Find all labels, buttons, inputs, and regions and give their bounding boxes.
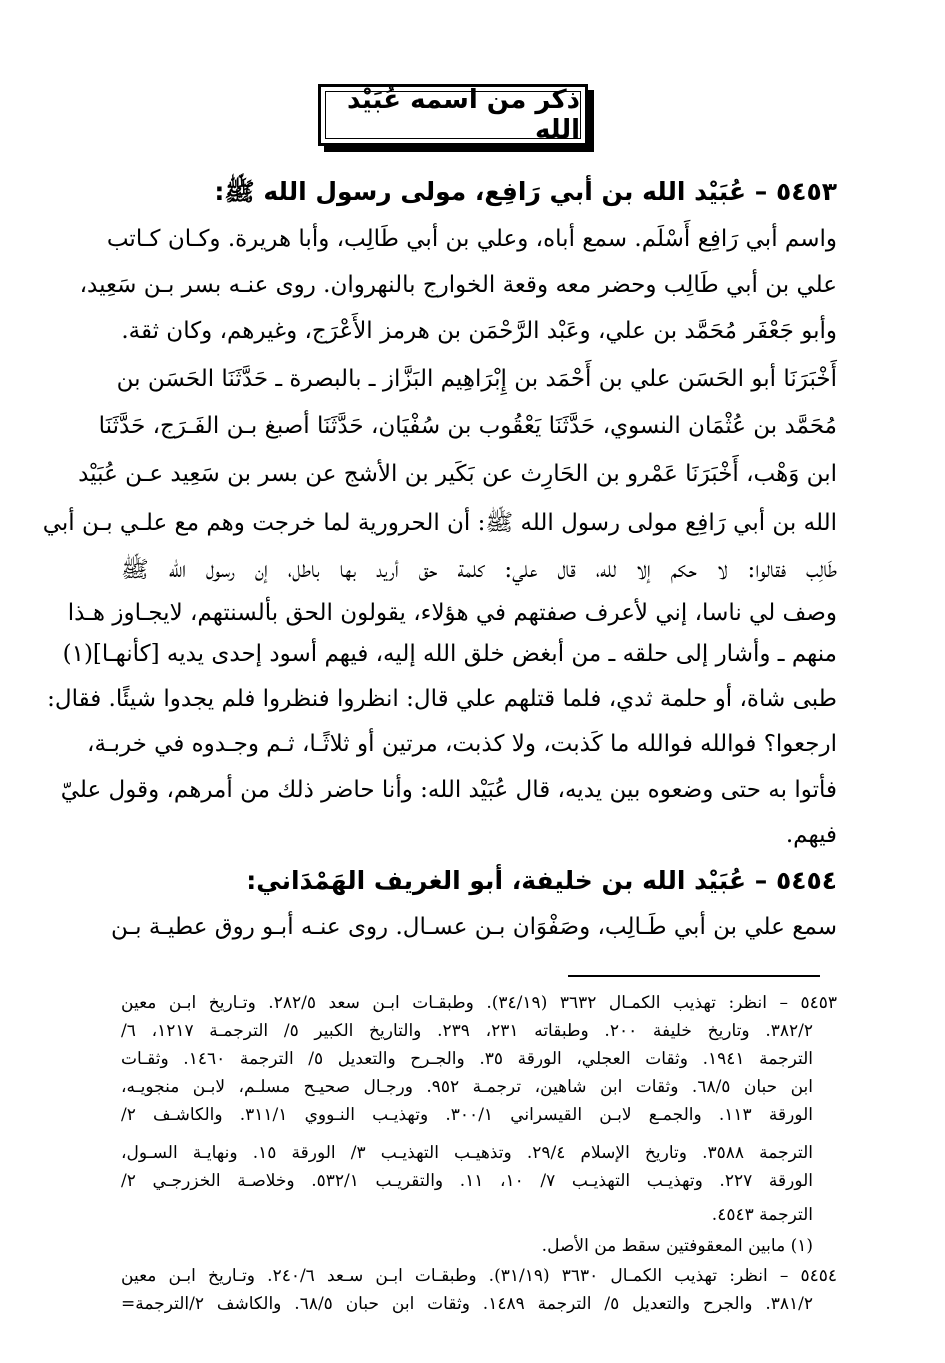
bio-line: سمع علي بن أبي طَـالِب، وصَفْوَان بـن عسـال. روى عنـه أبـو روق عطيـة بـن [110,914,837,940]
footnote-line: ٣٨٢/٢. وتاريخ خليفة ٢٠٠. وطبقاته ٢٣١، ٢٣٩. والتاريخ الكبير ٥/ الترجمـة ١٢١٧، ٦/ [121,1021,814,1041]
footnote-line: الورقة ١١٣. والجمـع لابـن القيسراني ٣٠٠/١. وتهذيـب النـووي ٣١١/١. والكاشـف ٢/ [121,1105,814,1125]
footnote-separator [568,975,820,977]
entry-heading-5453: ٥٤٥٣ – عُبَيْد الله بن أبي رَافِع، مولى رسول الله ﷺ: [214,177,837,206]
footnote-line: الترجمة ١٩٤١. وثقات العجلي، الورقة ٣٥. والجـرح والتعديل ٥/ الترجمة ١٤٦٠. وثقـات [121,1049,813,1069]
footnote-line: ٥٤٥٤ – انظر: تهذيب الكمـال ٣٦٣٠ (٣١/١٩). وطبقـات ابـن سـعد ٢٤٠/٦. وتـاريخ ابـن معين [121,1266,838,1286]
footnote-line: الترجمة ٤٥٤٣. [711,1205,813,1225]
footnote-line: ٣٨١/٢. والجرح والتعديل ٥/ الترجمة ١٤٨٩. وثقات ابن حبان ٦٨/٥. والكاشف ٢/الترجمة= [121,1294,813,1314]
bio-line: واسم أبي رَافِع أَسْلَم. سمع أباه، وعلي بن أبي طَالِب، وأبا هريرة. وكـان كـاتب [106,226,837,252]
hadith-line: مُحَمَّد بن عُثْمَان النسوي، حَدَّثَنَا يَعْقُوب بن سُفْيَان، حَدَّثَنَا أصبغ بـن الفَـرَج، حَدَّثَنَا [98,413,837,439]
footnote-line: الورقة ٢٢٧. وتهذيـب التهذيـب ٧/ ١٠، ١١. والتقريـب ٥٣٢/١. وخلاصـة الخزرجـي ٢/ [121,1171,813,1191]
hadith-line: أَخْبَرَنَا أبو الحَسَن علي بن أَحْمَد بن إِبْرَاهِيم البَزَّاز ـ بالبصرة ـ حَدَّثَنَا الحَسَن بن [116,366,837,392]
hadith-line: فأتوا به حتى وضعوه بين يديه، قال عُبَيْد الله: وأنا حاضر ذلك من أمرهم، وقول عليّ [60,777,837,803]
hadith-line: الله بن أبي رَافِع مولى رسول الله ﷺ: أن الحرورية لما خرجت وهم مع علـي بـن أبي [42,510,837,536]
bio-line: علي بن أبي طَالِب وحضر معه وقعة الخوارج بالنهروان. روى عنـه بسر بـن سَعِيد، [79,272,837,298]
hadith-line: طَالِب فقالوا: لا حكم إلا لله، قال علي: كلمة حق أريد بها باطل، إن رسول الله ﷺ [121,557,837,583]
hadith-line: منهم ـ وأشار إلى حلقه ـ من أبغض خلق الله إليه، فيهم أسود إحدى يديه [كأنهـا](١) [62,641,837,667]
footnote-line: الترجمة ٣٥٨٨. وتاريخ الإسلام ٢٩/٤. وتذهيـب التهذيـب ٣/ الورقة ١٥. ونهايـة السـول، [121,1143,813,1163]
bio-line: وأبو جَعْفَر مُحَمَّد بن علي، وعَبْد الرَّحْمَن بن هرمز الأَعْرَج، وغيرهم، وكان ثقة. [121,318,837,344]
footnote-line: ٥٤٥٣ – انظر: تهذيب الكمـال ٣٦٣٢ (٣٤/١٩). وطبقـات ابـن سعد ٢٨٢/٥. وتـاريخ ابـن معين [121,993,838,1013]
section-title-frame [318,84,588,146]
footnote-note: (١) مابين المعقوفتين سقط من الأصل. [541,1236,813,1256]
section-title: ذكر من اسمه عُبَيْد الله [325,91,581,139]
hadith-line: ابن وَهْب، أَخْبَرَنَا عَمْرو بن الحَارِث عن بَكَير بن الأشج عن بسر بن سَعِيد عـن عُبَيْد [78,461,837,487]
entry-heading-5454: ٥٤٥٤ – عُبَيْد الله بن خليفة، أبو الغريف الهَمْدَاني: [246,866,837,895]
hadith-line: ارجعوا؟ فوالله فوالله ما كَذبت، ولا كذبت، مرتين أو ثلاثًـا، ثـم وجـدوه في خربـة، [87,731,837,757]
hadith-line: وصف لي ناسا، إني لأعرف صفتهم في هؤلاء، يقولون الحق بألسنتهم، لايجـاوز هـذا [67,600,837,626]
footnote-line: ابن حبان ٦٨/٥. وثقات ابن شاهين، ترجمـة ٩٥٢. ورجـال صحيـح مسلـم، لابـن منجويـه، [121,1077,813,1097]
hadith-line: فيهم. [785,822,837,848]
hadith-line: طبى شاة، أو حلمة ثدي، فلما قتلهم علي قال: انظروا فنظروا فلم يجدوا شيئًا. فقال: [47,686,837,712]
